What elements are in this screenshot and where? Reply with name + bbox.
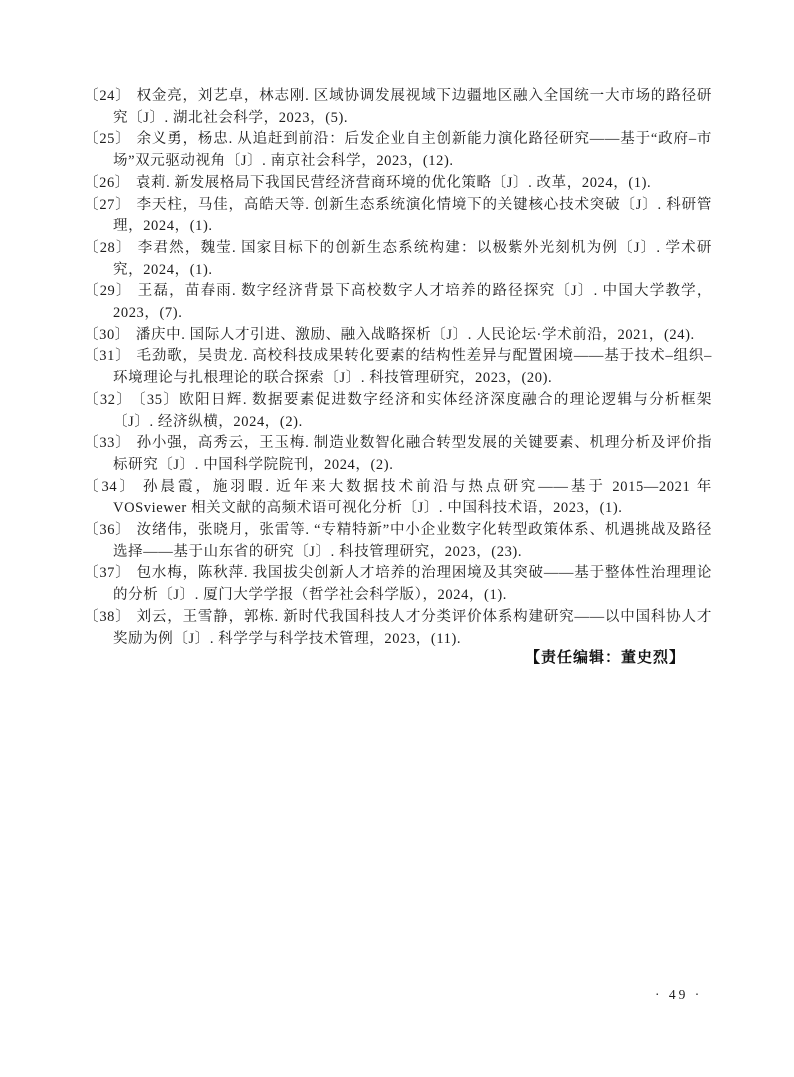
reference-text: 〔35〕欧阳日辉. 数据要素促进数字经济和实体经济深度融合的理论逻辑与分析框架〔J〕. 经济纵横，2024，(2). [113, 391, 712, 430]
reference-text: 汝绪伟，张晓月，张雷等. “专精特新”中小企业数字化转型政策体系、机遇挑战及路径选择——基于山东省的研究〔J〕. 科技管理研究，2023，(23). [113, 522, 712, 560]
reference-text: 孙小强，高秀云，王玉梅. 制造业数智化融合转型发展的关键要素、机理分析及评价指标研究〔J〕. 中国科学院院刊，2024，(2). [113, 435, 712, 473]
reference-item [84, 325, 712, 347]
reference-list [84, 86, 712, 650]
reference-number: 〔33〕 [84, 435, 131, 452]
reference-number: 〔37〕 [84, 565, 131, 582]
reference-number: 〔24〕 [84, 88, 131, 104]
reference-number: 〔27〕 [84, 196, 131, 213]
reference-item [84, 129, 712, 172]
reference-text: 潘庆中. 国际人才引进、激励、融入战略探析〔J〕. 人民论坛·学术前沿，2021，(24). [135, 326, 695, 343]
reference-item [84, 607, 712, 650]
page-number: · 49 · [655, 987, 703, 1002]
reference-number: 〔29〕 [84, 283, 132, 300]
reference-number: 〔26〕 [84, 174, 130, 191]
reference-text: 袁莉. 新发展格局下我国民营经济营商环境的优化策略〔J〕. 改革，2024，(1). [135, 174, 652, 191]
reference-text: 包水梅，陈秋萍. 我国拔尖创新人才培养的治理困境及其突破——基于整体性治理理论的分析〔J〕. 厦门大学学报（哲学社会科学版），2024，(1). [113, 565, 712, 604]
reference-number: 〔36〕 [84, 522, 131, 539]
reference-text: 李天柱，马佳，高皓天等. 创新生态系统演化情境下的关键核心技术突破〔J〕. 科研管理，2024，(1). [113, 196, 712, 235]
reference-item [84, 238, 712, 281]
reference-number: 〔31〕 [84, 348, 131, 365]
reference-number: 〔30〕 [84, 326, 130, 343]
reference-item [84, 281, 712, 324]
reference-item [84, 173, 712, 195]
reference-item [84, 195, 712, 238]
reference-item [84, 86, 712, 129]
reference-number: 〔38〕 [84, 608, 131, 625]
reference-text: 李君然，魏莹. 国家目标下的创新生态系统构建：以极紫外光刻机为例〔J〕. 学术研究，2024，(1). [113, 239, 712, 278]
reference-number: 〔25〕 [84, 131, 131, 148]
reference-item [84, 346, 712, 389]
reference-text: 孙晨霞，施羽暇. 近年来大数据技术前沿与热点研究——基于 2015—2021 年 VOSviewer 相关文献的高频术语可视化分析〔J〕. 中国科技术语，2023，(1). [113, 478, 713, 517]
reference-item [84, 433, 712, 476]
reference-text: 余义勇，杨忠. 从追赶到前沿：后发企业自主创新能力演化路径研究——基于“政府–市场”双元驱动视角〔J〕. 南京社会科学，2023，(12). [113, 131, 712, 170]
reference-number: 〔28〕 [84, 239, 132, 256]
reference-item [84, 520, 712, 563]
reference-number: 〔34〕 [84, 478, 138, 495]
reference-item [84, 477, 712, 520]
responsible-editor-label: 【责任编辑：董史烈】 [524, 650, 685, 666]
reference-text: 刘云，王雪静，郭栋. 新时代我国科技人才分类评价体系构建研究——以中国科协人才奖励为例〔J〕. 科学学与科学技术管理，2023，(11). [113, 608, 712, 647]
reference-text: 毛劲歌，吴贵龙. 高校科技成果转化要素的结构性差异与配置困境——基于技术–组织–环境理论与扎根理论的联合探索〔J〕. 科技管理研究，2023，(20). [113, 348, 712, 387]
reference-number: 〔32〕 [84, 391, 133, 408]
reference-text: 王磊，苗春雨. 数字经济背景下高校数字人才培养的路径探究〔J〕. 中国大学教学，2023，(7). [113, 283, 712, 322]
reference-item [84, 390, 712, 433]
reference-text: 权金亮，刘艺卓，林志刚. 区域协调发展视域下边疆地区融入全国统一大市场的路径研究〔J〕. 湖北社会科学，2023，(5). [113, 88, 712, 126]
reference-item [84, 563, 712, 606]
